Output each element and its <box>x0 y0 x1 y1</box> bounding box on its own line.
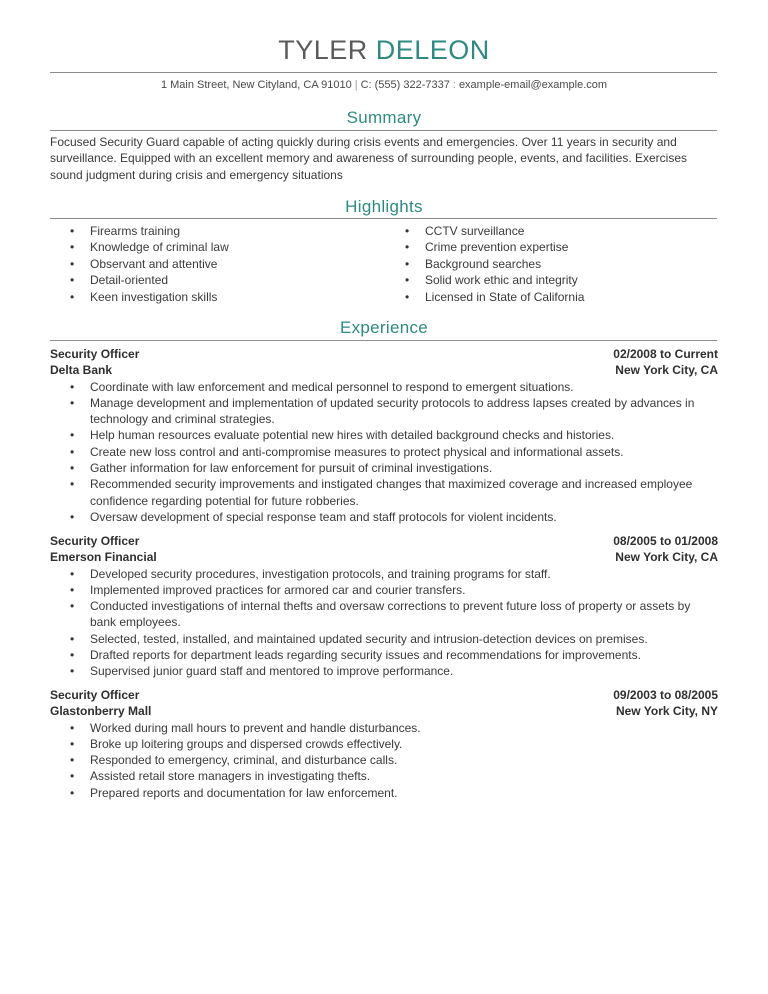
duty-item: • Drafted reports for department leads regarding security issues and recommendations for improvements. <box>50 647 718 663</box>
email: example-email@example.com <box>458 79 608 91</box>
highlights-right-list <box>385 223 715 305</box>
highlights-divider <box>50 218 717 219</box>
duty-item: • Prepared reports and documentation for law enforcement. <box>50 785 718 801</box>
job-duties-list <box>50 379 718 526</box>
phone: (555) 322-7337 <box>374 79 450 91</box>
contact-line: 1 Main Street, New Cityland, CA 91010 | C: (555) 322-7337 : example-email@example.com <box>160 79 608 91</box>
job-entry <box>50 687 718 801</box>
summary-heading: Summary <box>346 108 422 127</box>
duty-item: • Responded to emergency, criminal, and disturbance calls. <box>50 752 718 768</box>
experience-heading: Experience <box>339 318 429 337</box>
duty-item: • Conducted investigations of internal thefts and oversaw corrections to prevent future loss of property or assets by bank employees. <box>50 598 718 631</box>
first-name: TYLER <box>278 35 368 65</box>
highlight-item: • Licensed in State of California <box>385 289 715 305</box>
job-duties-list <box>50 566 718 680</box>
duty-item: • Assisted retail store managers in investigating thefts. <box>50 768 718 784</box>
duty-item: • Broke up loitering groups and dispersed crowds effectively. <box>50 736 718 752</box>
job-dates: 08/2005 to 01/2008 <box>613 534 718 548</box>
duty-item: • Recommended security improvements and instigated changes that maximized coverage and increased employee confidence regarding potential for future robberies. <box>50 476 718 509</box>
job-location: New York City, CA <box>615 363 718 378</box>
company-name: Emerson Financial <box>50 550 157 565</box>
duty-item: • Developed security procedures, investigation protocols, and training programs for staff. <box>50 566 718 582</box>
duty-item: • Implemented improved practices for armored car and courier transfers. <box>50 582 718 598</box>
highlight-item: • Detail-oriented <box>50 272 380 288</box>
duty-item: • Selected, tested, installed, and maintained updated security and intrusion-detection devices on premises. <box>50 631 718 647</box>
last-name: DELEON <box>375 35 490 65</box>
company-name: Delta Bank <box>50 363 113 378</box>
job-entry <box>50 346 718 525</box>
duty-item: • Help human resources evaluate potential new hires with detailed background checks and histories. <box>50 427 718 443</box>
job-title: Security Officer <box>50 534 140 548</box>
highlight-item: • Crime prevention expertise <box>385 239 715 255</box>
highlights-heading: Highlights <box>345 197 423 216</box>
highlight-item: • Knowledge of criminal law <box>50 239 380 255</box>
job-location: New York City, NY <box>615 704 718 719</box>
highlight-item: • CCTV surveillance <box>385 223 715 239</box>
company-name: Glastonberry Mall <box>50 704 152 719</box>
job-title: Security Officer <box>50 688 140 702</box>
duty-item: • Supervised junior guard staff and mentored to improve performance. <box>50 663 718 679</box>
phone-label: C: <box>360 79 372 91</box>
job-dates: 02/2008 to Current <box>613 347 718 361</box>
highlight-item: • Background searches <box>385 256 715 272</box>
job-duties-list <box>50 720 718 801</box>
duty-item: • Gather information for law enforcement for pursuit of criminal investigations. <box>50 460 718 476</box>
summary-divider <box>50 130 717 131</box>
duty-item: • Coordinate with law enforcement and medical personnel to respond to emergent situations. <box>50 379 718 395</box>
candidate-name <box>0 34 768 66</box>
duty-item: • Worked during mall hours to prevent and handle disturbances. <box>50 720 718 736</box>
duty-item: • Create new loss control and anti-compromise measures to protect physical and informational assets. <box>50 444 718 460</box>
job-entry <box>50 533 718 680</box>
duty-item: • Manage development and implementation of updated security protocols to address lapses created by advances in technology and criminal strategies. <box>50 395 718 428</box>
job-title: Security Officer <box>50 347 140 361</box>
job-location: New York City, CA <box>615 550 718 565</box>
highlight-item: • Keen investigation skills <box>50 289 380 305</box>
experience-divider <box>50 340 717 341</box>
highlights-left-list <box>50 223 380 305</box>
header-divider <box>50 72 717 73</box>
job-dates: 09/2003 to 08/2005 <box>613 688 718 702</box>
highlight-item: • Observant and attentive <box>50 256 380 272</box>
highlight-item: • Firearms training <box>50 223 380 239</box>
duty-item: • Oversaw development of special response team and staff protocols for violent incidents. <box>50 509 718 525</box>
address: 1 Main Street, New Cityland, CA 91010 <box>160 79 352 91</box>
summary-text: Focused Security Guard capable of acting quickly during crisis events and emergencies. Over 11 years in security and surveillance. Equipped with an excellent memory and awareness of surrounding people, events, and facilities. Exercises sound judgment during crisis and emergency situations <box>50 135 688 182</box>
highlight-item: • Solid work ethic and integrity <box>385 272 715 288</box>
